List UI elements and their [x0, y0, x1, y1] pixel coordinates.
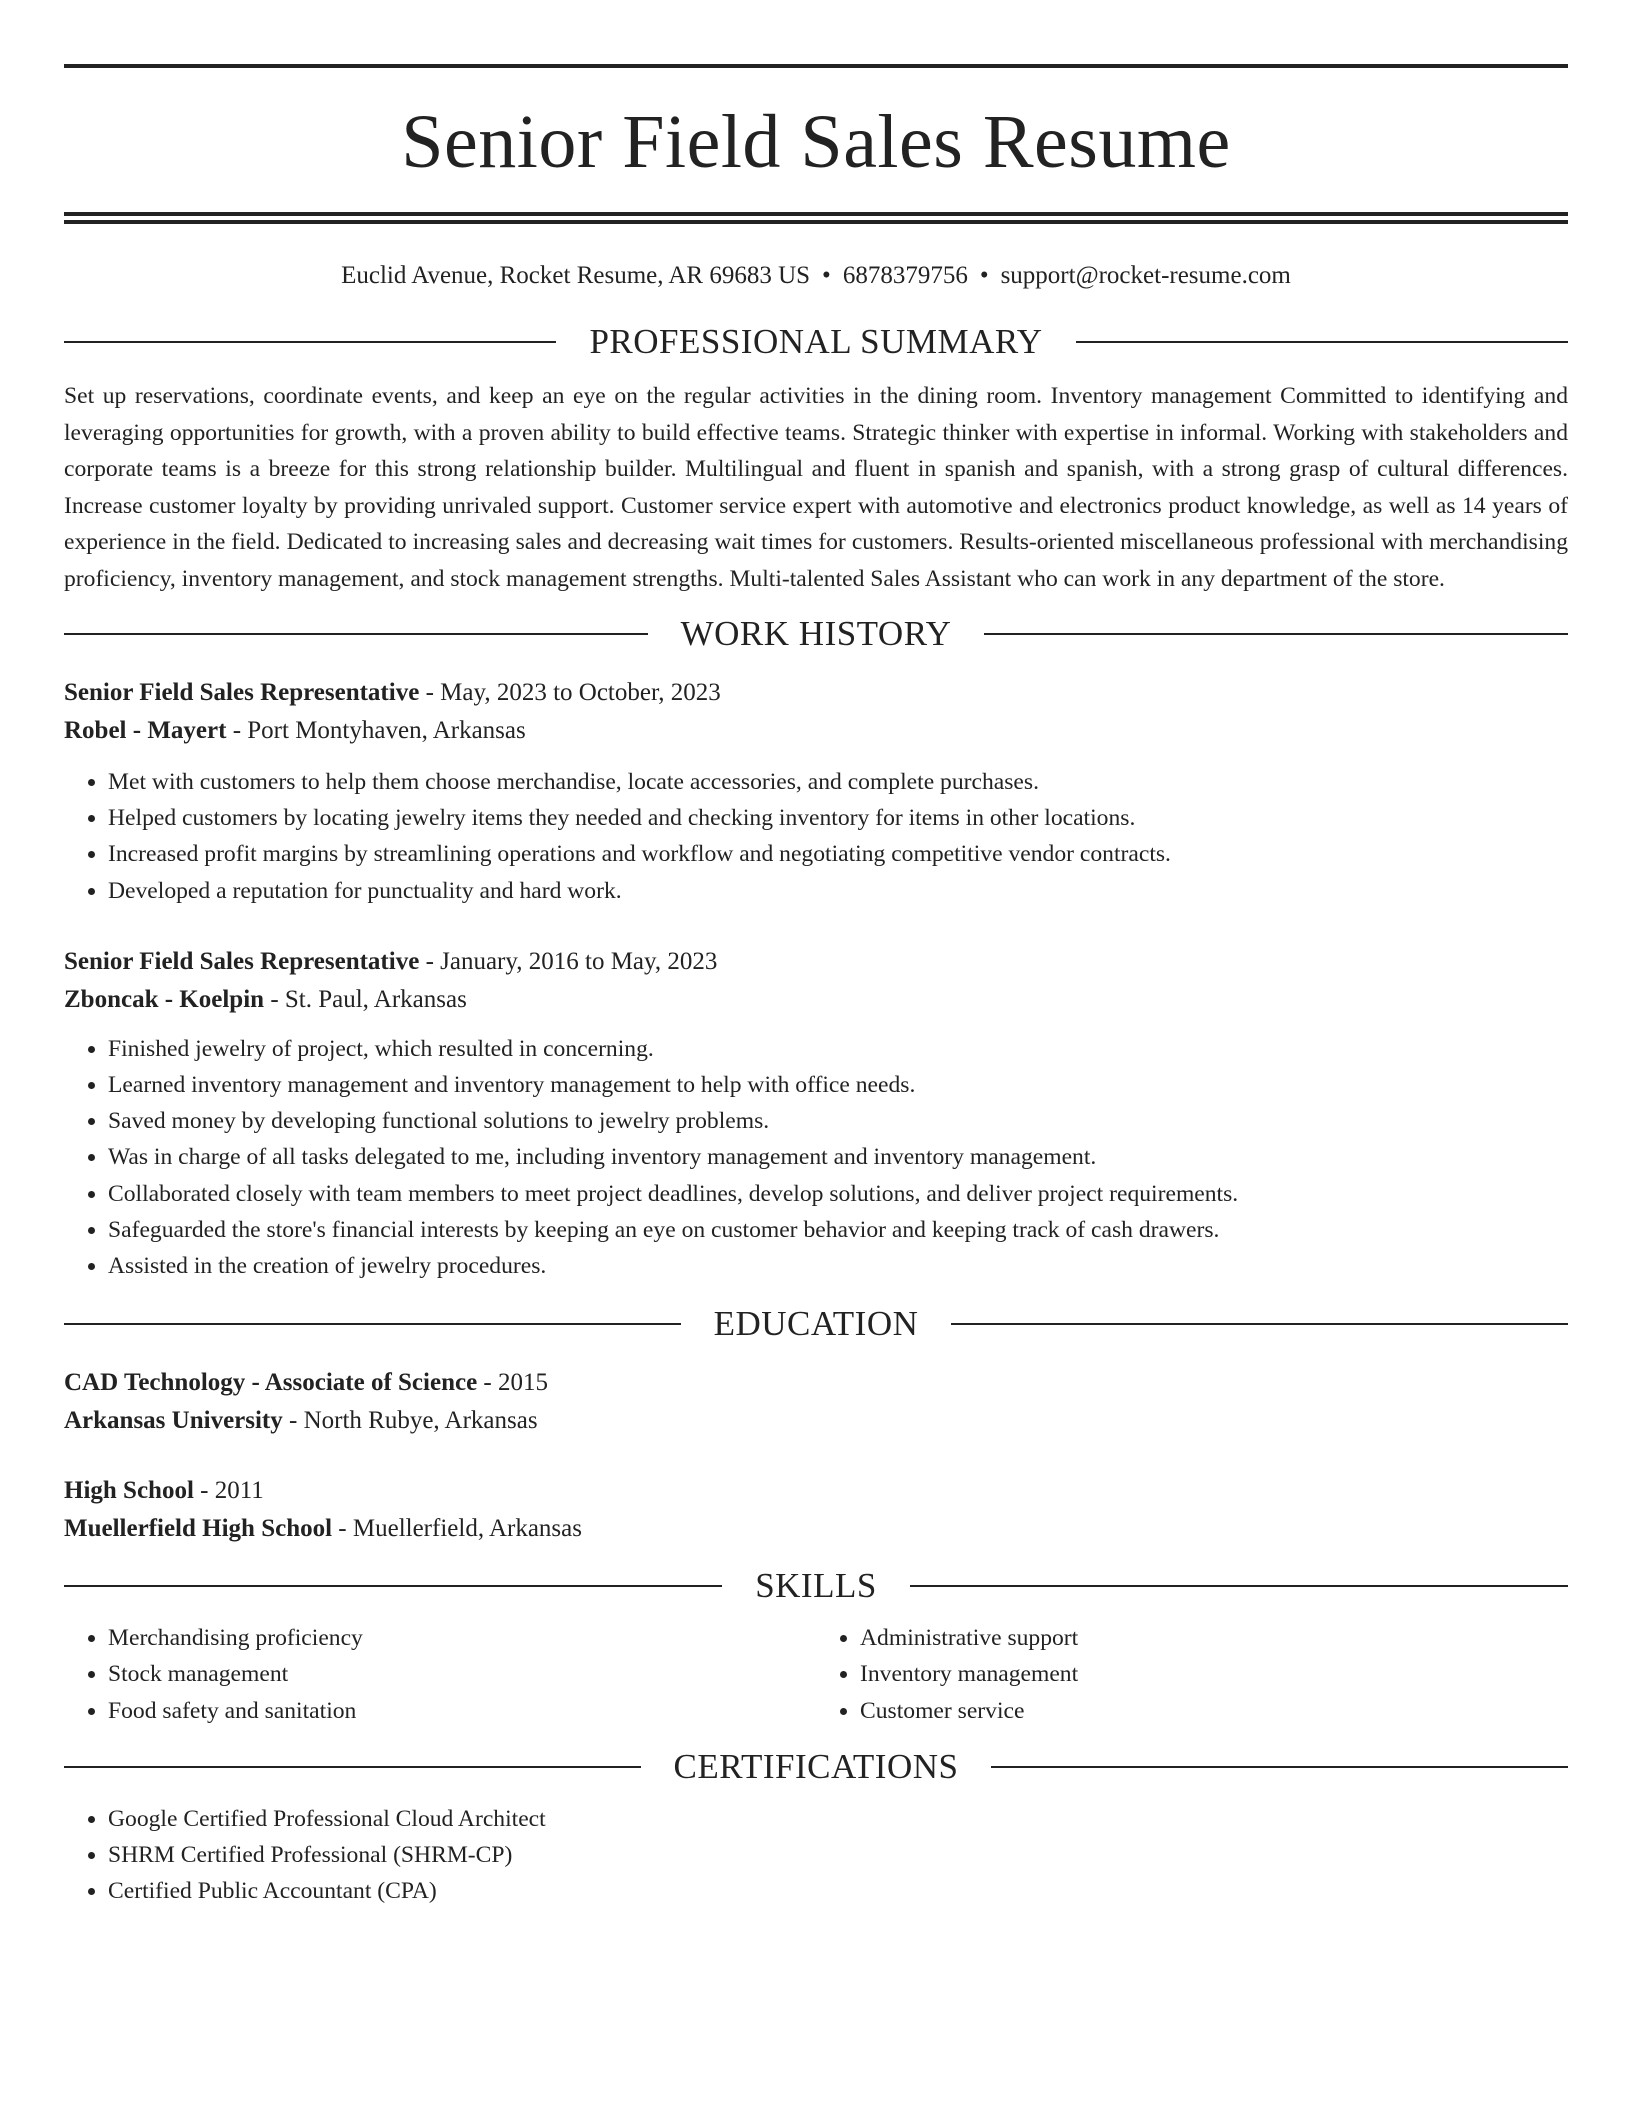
section-header-summary: [64, 322, 1568, 362]
contact-separator: •: [822, 262, 831, 289]
certification-item: • SHRM Certified Professional (SHRM-CP): [108, 1837, 1568, 1873]
job-company: Zboncak - Koelpin: [64, 985, 265, 1013]
contact-email: support@rocket-resume.com: [1000, 262, 1291, 289]
job-title-line: [64, 943, 1568, 981]
job-title: Senior Field Sales Representative: [64, 679, 420, 706]
job-company-line: [64, 712, 1568, 750]
education-entry: [64, 1364, 1568, 1440]
skill-item: • Stock management: [108, 1656, 816, 1692]
skill-item: • Food safety and sanitation: [108, 1693, 816, 1729]
education-school: Muellerfield High School: [64, 1515, 333, 1543]
list-item: • Safeguarded the store's financial interests by keeping an eye on customer behavior and keeping track of cash drawers.: [108, 1212, 1568, 1248]
education-school-line: [64, 1510, 1568, 1548]
list-item: • Learned inventory management and inventory management to help with office needs.: [108, 1067, 1568, 1103]
list-item: • Helped customers by locating jewelry items they needed and checking inventory for items in other locations.: [108, 800, 1568, 836]
divider-line: [951, 1323, 1568, 1325]
divider-line: [910, 1585, 1568, 1587]
education-location: - North Rubye, Arkansas: [282, 1407, 538, 1435]
job-title-line: [64, 674, 1568, 712]
education-location: - Muellerfield, Arkansas: [332, 1515, 582, 1543]
section-header-skills: [64, 1566, 1568, 1606]
contact-address: Euclid Avenue, Rocket Resume, AR 69683 US: [341, 262, 811, 289]
education-year: - 2011: [193, 1477, 264, 1505]
job-dates: - January, 2016 to May, 2023: [419, 947, 718, 975]
education-school: Arkansas University: [64, 1407, 283, 1435]
list-item: • Assisted in the creation of jewelry procedures.: [108, 1248, 1568, 1284]
job-dates: - May, 2023 to October, 2023: [419, 679, 721, 706]
job-location: - St. Paul, Arkansas: [264, 985, 467, 1013]
certification-item: • Google Certified Professional Cloud Architect: [108, 1801, 1568, 1837]
list-item: • Saved money by developing functional solutions to jewelry problems.: [108, 1103, 1568, 1139]
section-header-work-history: [64, 614, 1568, 654]
job-bullets: [64, 1031, 1568, 1284]
list-item: • Collaborated closely with team members to meet project deadlines, develop solutions, and deliver project requirements.: [108, 1176, 1568, 1212]
job-location: - Port Montyhaven, Arkansas: [226, 717, 526, 744]
top-rule: [64, 64, 1568, 68]
divider-line: [984, 633, 1568, 635]
contact-separator: •: [979, 262, 989, 289]
job-entry: [64, 943, 1568, 1284]
education-year: - 2015: [477, 1369, 548, 1397]
skills-grid: [64, 1620, 1568, 1729]
education-school-line: [64, 1402, 1568, 1440]
divider-line: [991, 1766, 1568, 1768]
page-title: Senior Field Sales Resume: [401, 100, 1231, 184]
education-degree: High School: [64, 1477, 194, 1505]
divider-line: [64, 633, 648, 635]
education-entry: [64, 1472, 1568, 1548]
section-header-education: [64, 1304, 1568, 1344]
job-title: Senior Field Sales Representative: [64, 947, 420, 975]
divider-line: [64, 1585, 722, 1587]
section-title-summary: PROFESSIONAL SUMMARY: [589, 322, 1043, 361]
job-company-line: [64, 981, 1568, 1019]
skill-item: • Merchandising proficiency: [108, 1620, 816, 1656]
section-title-certifications: CERTIFICATIONS: [673, 1746, 959, 1786]
list-item: • Met with customers to help them choose merchandise, locate accessories, and complete purchases.: [108, 764, 1568, 800]
list-item: • Finished jewelry of project, which resulted in concerning.: [108, 1031, 1568, 1067]
list-item: • Was in charge of all tasks delegated to me, including inventory management and inventory management.: [108, 1139, 1568, 1175]
certifications-list: [64, 1801, 1568, 1910]
section-header-certifications: [64, 1747, 1568, 1787]
title-double-rule: [64, 212, 1568, 224]
section-title-education: EDUCATION: [713, 1304, 919, 1344]
certification-item: • Certified Public Accountant (CPA): [108, 1873, 1568, 1909]
education-degree-line: [64, 1472, 1568, 1510]
list-item: • Developed a reputation for punctuality and hard work.: [108, 873, 1568, 909]
skills-list-right: [816, 1620, 1568, 1729]
education-degree-line: [64, 1364, 1568, 1402]
list-item: • Increased profit margins by streamlining operations and workflow and negotiating competitive vendor contracts.: [108, 836, 1568, 872]
skill-item: • Customer service: [860, 1693, 1568, 1729]
job-bullets: [64, 764, 1568, 909]
job-company: Robel - Mayert: [64, 717, 227, 744]
summary-text: Set up reservations, coordinate events, and keep an eye on the regular activities in the dining room. Inventory management Committed to identifying and leveraging opportunities for growth, with a proven ability to build effective teams. Strategic thinker with expertise in informal. Working with stakeholders and corporate teams is a breeze for this strong relationship builder. Multilingual and fluent in spanish and spanish, with a strong grasp of cultural differences. Increase customer loyalty by providing unrivaled support. Customer service expert with automotive and electronics product knowledge, as well as 14 years of experience in the field. Dedicated to increasing sales and decreasing wait times for customers. Results-oriented miscellaneous professional with merchandising proficiency, inventory management, and stock management strengths. Multi-talented Sales Assistant who can work in any department of the store.: [64, 383, 1568, 592]
divider-line: [64, 1323, 681, 1325]
skill-item: • Inventory management: [860, 1656, 1568, 1692]
skills-list-left: [64, 1620, 816, 1729]
divider-line: [64, 341, 556, 343]
job-entry: [64, 674, 1568, 909]
skill-item: • Administrative support: [860, 1620, 1568, 1656]
divider-line: [1076, 341, 1568, 343]
contact-phone: 6878379756: [842, 262, 968, 289]
contact-line: [64, 262, 1568, 290]
divider-line: [64, 1766, 641, 1768]
section-title-work-history: WORK HISTORY: [680, 614, 952, 653]
education-degree: CAD Technology - Associate of Science: [64, 1369, 478, 1397]
section-title-skills: SKILLS: [755, 1566, 877, 1606]
